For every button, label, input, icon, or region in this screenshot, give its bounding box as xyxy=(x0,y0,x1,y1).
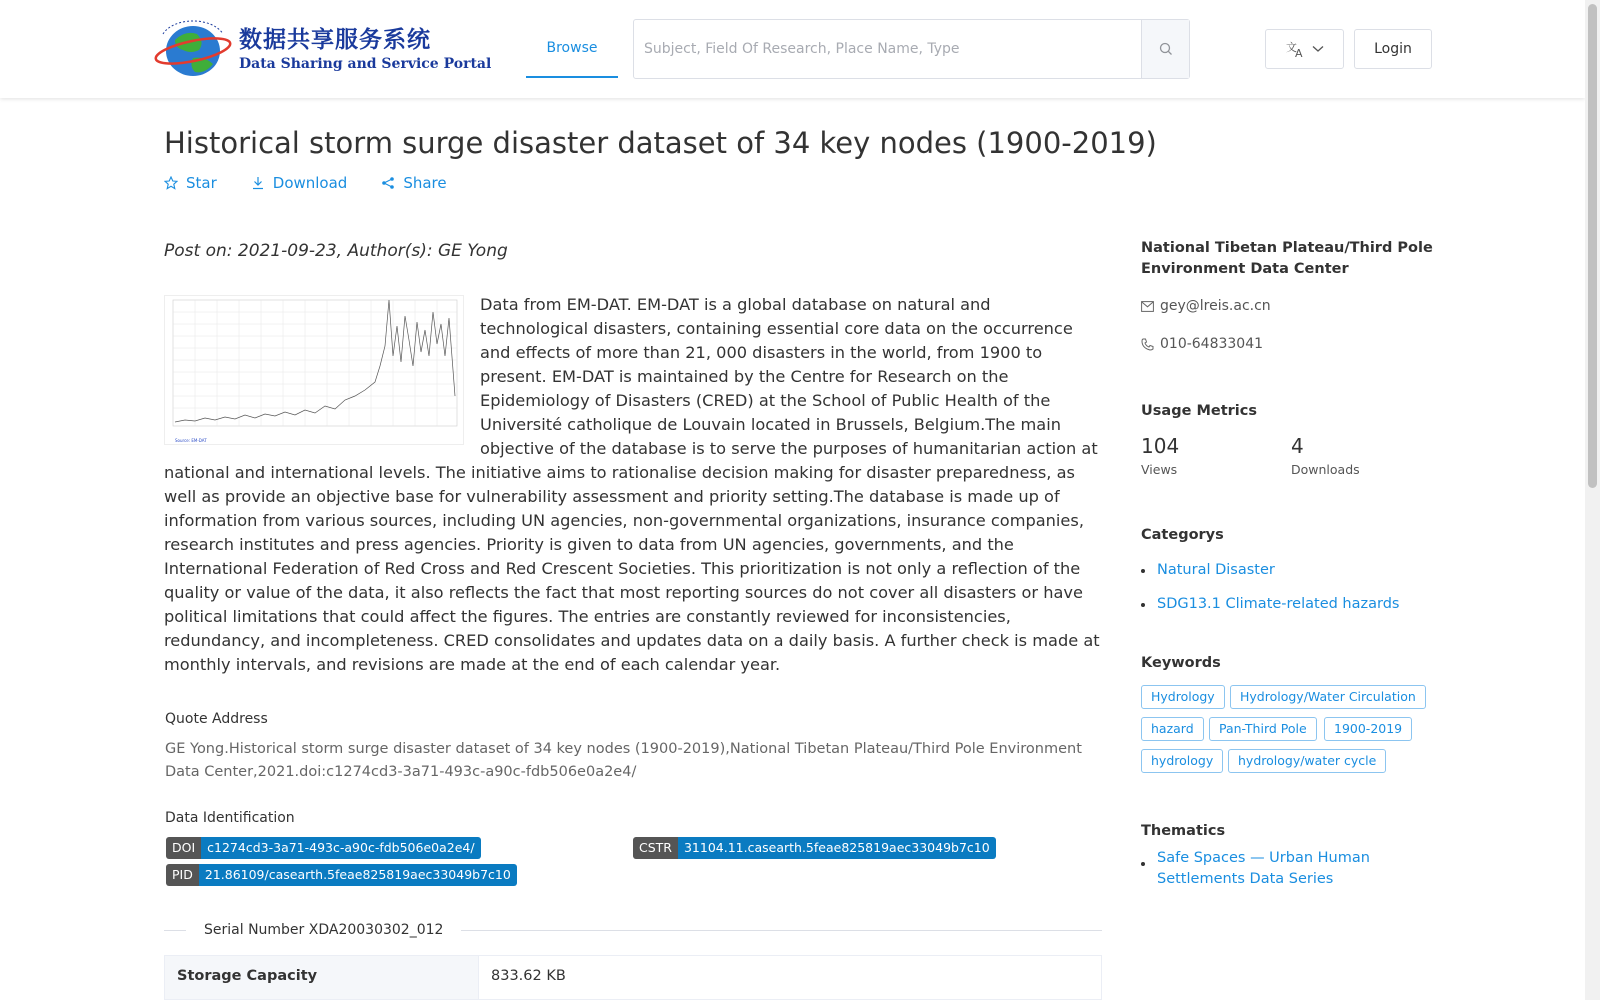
downloads-count: 4 xyxy=(1291,434,1304,458)
contact-email[interactable] xyxy=(1141,298,1271,314)
share-icon xyxy=(381,176,395,190)
mail-icon xyxy=(1141,301,1154,312)
storage-row xyxy=(164,955,1102,1000)
share-button[interactable] xyxy=(381,174,446,192)
svg-text:Source: EM-DAT: Source: EM-DAT xyxy=(175,438,207,443)
logo-chinese-title: 数据共享服务系统 xyxy=(239,27,431,53)
svg-text:A: A xyxy=(1294,47,1303,58)
chevron-down-icon xyxy=(1312,45,1324,53)
contact-phone xyxy=(1141,336,1263,352)
data-center-name: National Tibetan Plateau/Third Pole Environment Data Center xyxy=(1141,240,1433,277)
keyword-tag[interactable]: hydrology/water cycle xyxy=(1228,749,1386,773)
phone-text: 010-64833041 xyxy=(1160,336,1264,352)
downloads-metric xyxy=(1291,434,1360,477)
post-info: Post on: 2021-09-23, Author(s): GE Yong xyxy=(164,241,508,261)
language-switcher[interactable] xyxy=(1265,29,1344,69)
doi-key: DOI xyxy=(166,837,201,859)
thematic-link[interactable]: Safe Spaces — Urban Human Settlements Data Series xyxy=(1157,850,1370,887)
search-button[interactable] xyxy=(1141,20,1189,78)
category-item[interactable] xyxy=(1141,594,1399,615)
portal-logo[interactable] xyxy=(153,20,491,78)
quote-address-label: Quote Address xyxy=(165,711,268,727)
search-icon xyxy=(1159,42,1173,56)
svg-text:文: 文 xyxy=(1285,41,1297,54)
dataset-description-section xyxy=(164,293,1102,677)
cstr-value: 31104.11.casearth.5feae825819aec33049b7c10 xyxy=(678,837,996,859)
downloads-label: Downloads xyxy=(1291,462,1360,477)
sidebar-center-name xyxy=(1141,238,1441,280)
translate-icon xyxy=(1286,40,1306,58)
usage-metrics-title: Usage Metrics xyxy=(1141,403,1257,419)
category-link[interactable]: SDG13.1 Climate-related hazards xyxy=(1157,596,1400,612)
category-link[interactable]: Natural Disaster xyxy=(1157,562,1275,578)
cstr-badge[interactable] xyxy=(633,837,996,859)
serial-number-divider xyxy=(164,920,1102,940)
quote-address-text: GE Yong.Historical storm surge disaster dataset of 34 key nodes (1900-2019),National Tibetan Plateau/Third Pole Environment Data Center,2021.doi:c1274cd3-3a71-493c-a90c-fdb506e0a2e4/ xyxy=(165,741,1082,780)
globe-logo-icon xyxy=(153,20,233,78)
nav-browse[interactable]: Browse xyxy=(526,20,618,78)
thematic-item[interactable] xyxy=(1141,848,1401,890)
keyword-tag[interactable]: Hydrology/Water Circulation xyxy=(1230,685,1426,709)
email-text: gey@lreis.ac.cn xyxy=(1160,298,1271,314)
star-icon xyxy=(164,176,178,190)
category-item[interactable] xyxy=(1141,560,1275,581)
storage-key: Storage Capacity xyxy=(165,956,479,999)
pid-key: PID xyxy=(166,864,199,886)
download-button[interactable] xyxy=(251,174,348,192)
pid-value: 21.86109/casearth.5feae825819aec33049b7c10 xyxy=(199,864,517,886)
page-scrollbar[interactable] xyxy=(1585,0,1600,1000)
dataset-thumbnail[interactable] xyxy=(164,295,464,445)
storage-value: 833.62 KB xyxy=(491,968,566,984)
phone-icon xyxy=(1141,338,1154,351)
doi-value: c1274cd3-3a71-493c-a90c-fdb506e0a2e4/ xyxy=(201,837,480,859)
search-input[interactable] xyxy=(634,20,1141,78)
logo-english-title: Data Sharing and Service Portal xyxy=(239,56,492,72)
keyword-tag[interactable]: Pan-Third Pole xyxy=(1209,717,1317,741)
dataset-description: Data from EM-DAT. EM-DAT is a global database on natural and technological disasters, containing essential core data on the occurrence and effects of more than 21, 000 disasters in the world, from 1900 to present. EM-DAT is maintained by the Centre for Research on the Epidemiology of Disasters (CRED) at the School of Public Health of the Université catholique de Louvain located in Brussels, Belgium.The main objective of the database is to serve the purposes of humanitarian action at national and international levels. The initiative aims to rationalise decision making for disaster preparedness, as well as provide an objective base for vulnerability assessment and priority setting.The database is made up of information from various sources, including UN agencies, non-governmental organizations, insurance companies, research institutes and press agencies. Priority is given to data from UN agencies, governments, and the International Federation of Red Cross and Red Crescent Societies. This prioritization is not only a reflection of the quality or value of the data, it also reflects the fact that most reporting sources do not cover all disasters or have political limitations that could affect the figures. The entries are constantly reviewed for inconsistencies, redundancy, and incompleteness. CRED consolidates and updates data on a daily basis. A further check is made at monthly intervals, and revisions are made at the end of each calendar year. xyxy=(164,295,1100,674)
keyword-tag[interactable]: hazard xyxy=(1141,717,1204,741)
dataset-actions xyxy=(164,174,447,192)
serial-number: Serial Number XDA20030302_012 xyxy=(204,922,444,938)
thematics-title: Thematics xyxy=(1141,823,1226,839)
keywords-title: Keywords xyxy=(1141,655,1221,671)
keyword-tag[interactable]: hydrology xyxy=(1141,749,1223,773)
dataset-title: Historical storm surge disaster dataset of 34 key nodes (1900-2019) xyxy=(164,126,1157,160)
download-label: Download xyxy=(272,174,348,192)
views-metric xyxy=(1141,434,1179,477)
pid-badge[interactable] xyxy=(166,864,517,886)
scrollbar-thumb[interactable] xyxy=(1588,4,1597,488)
keyword-tag[interactable]: 1900-2019 xyxy=(1324,717,1412,741)
search-box xyxy=(633,19,1190,79)
doi-badge[interactable] xyxy=(166,837,481,859)
views-label: Views xyxy=(1141,462,1178,477)
star-button[interactable] xyxy=(164,174,217,192)
data-identification-label: Data Identification xyxy=(165,810,295,826)
share-label: Share xyxy=(403,174,447,192)
star-label: Star xyxy=(186,174,217,192)
keyword-tag[interactable]: Hydrology xyxy=(1141,685,1225,709)
categories-title: Categorys xyxy=(1141,527,1224,543)
download-icon xyxy=(251,176,265,190)
cstr-key: CSTR xyxy=(633,837,678,859)
views-count: 104 xyxy=(1141,434,1180,458)
top-header xyxy=(0,0,1585,98)
login-button[interactable]: Login xyxy=(1354,29,1432,69)
